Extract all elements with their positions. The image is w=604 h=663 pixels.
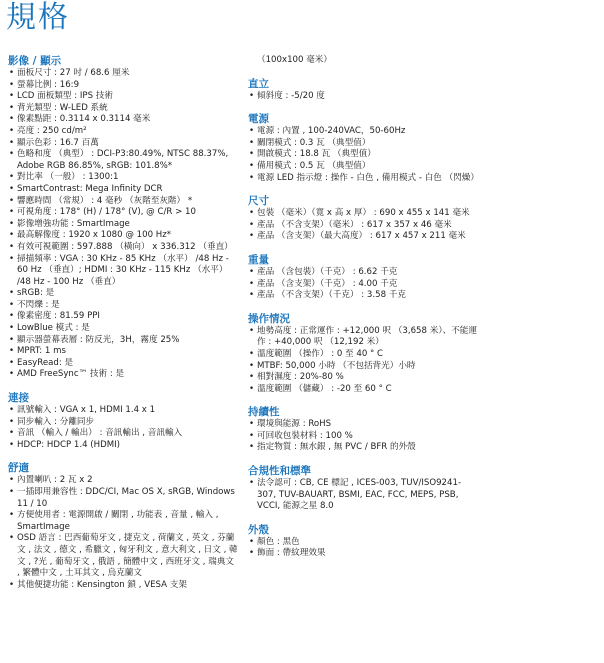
spec-item: • LowBlue 模式 : 是 <box>8 323 238 335</box>
left-spec-section-1 <box>8 392 238 451</box>
left-column <box>8 55 238 591</box>
spec-item: • 產品 （含包裝）（千克） : 6.62 千克 <box>248 267 478 279</box>
spec-item: • 一插即用兼容性 : DDC/CI, Mac OS X, sRGB, Windows 11 / 10 <box>8 487 238 510</box>
spec-item: • 背光類型 : W-LED 系統 <box>8 103 238 115</box>
spec-item: • 顯示器螢幕表層 : 防反光，3H，霧度 25% <box>8 335 238 347</box>
spec-list <box>248 91 478 103</box>
section-title: 電源 <box>248 113 269 126</box>
spec-item: • 產品 （不含支架）（毫米） : 617 x 357 x 46 毫米 <box>248 220 478 232</box>
spec-item: • 指定物質 : 無水銀 , 無 PVC / BFR 的外殼 <box>248 442 478 454</box>
spec-item: • 音訊 （輸入 / 輸出） : 音訊輸出 , 音訊輸入 <box>8 428 238 440</box>
spec-item: • 環境與能源 : RoHS <box>248 419 478 431</box>
spec-item: • 顯示色彩 : 16.7 百萬 <box>8 138 238 150</box>
right-spec-section-4 <box>248 254 478 302</box>
spec-item: • 有效可視範圍 : 597.888 （橫向） x 336.312 （垂直） <box>8 242 238 254</box>
spec-item: • 產品 （不含支架）（千克） : 3.58 千克 <box>248 290 478 302</box>
spec-item: • 面板尺寸 : 27 吋 / 68.6 厘米 <box>8 68 238 80</box>
right-column <box>248 55 478 560</box>
spec-item: （100x100 毫米） <box>257 55 332 65</box>
section-spacer <box>248 184 478 195</box>
right-spec-section-7 <box>248 465 478 513</box>
right-spec-section-5 <box>248 313 478 396</box>
spec-item: • 相對濕度 : 20%-80 % <box>248 372 478 384</box>
section-spacer <box>8 381 238 392</box>
section-title: 持續性 <box>248 406 280 419</box>
spec-item: • 同步輸入 : 分離同步 <box>8 417 238 429</box>
spec-list <box>8 405 238 451</box>
spec-item: • 像素點距 : 0.3114 x 0.3114 毫米 <box>8 114 238 126</box>
spec-item: • 包裝 （毫米）（寬 x 高 x 厚） : 690 x 455 x 141 毫米 <box>248 208 478 220</box>
spec-item: • 開啟模式 : 18.8 瓦 （典型值） <box>248 149 478 161</box>
spec-item: • sRGB: 是 <box>8 288 238 300</box>
spec-item: • AMD FreeSync™ 技術 : 是 <box>8 369 238 381</box>
right-spec-section-0 <box>248 55 478 67</box>
spec-list <box>248 419 478 454</box>
left-spec-section-2 <box>8 462 238 591</box>
section-title: 連接 <box>8 392 29 405</box>
section-spacer <box>248 513 478 524</box>
spec-item: • 影像增強功能 : SmartImage <box>8 219 238 231</box>
spec-item: • 訊號輸入 : VGA x 1, HDMI 1.4 x 1 <box>8 405 238 417</box>
spec-item: • 飾面 : 帶紋理效果 <box>248 548 478 560</box>
spec-item: • 電源 LED 指示燈 : 操作 - 白色 , 備用模式 - 白色 （閃燥） <box>248 173 478 185</box>
spec-item: • 不閃爍 : 是 <box>8 300 238 312</box>
spec-item: • 備用模式 : 0.5 瓦 （典型值） <box>248 161 478 173</box>
spec-item: • 法令認可 : CB, CE 標記 , ICES-003, TUV/ISO9241-307, TUV-BAUART, BSMI, EAC, FCC, MEPS, PSB, VCCI, 能源之星 8.0 <box>248 478 478 513</box>
spec-item: • OSD 語言 : 巴西葡萄牙文 , 捷克文 , 荷蘭文 , 英文 , 芬蘭文 , 法文 , 德文 , 希臘文 , 匈牙利文 , 意大利文 , 日文 , 韓文 , ?光 , 葡萄牙文 , 俄語 , 簡體中文 , 西班牙文 , 瑞典文 , 繁體中文 , 土耳其文 , 烏克蘭文 <box>8 533 238 579</box>
spec-list <box>248 537 478 560</box>
spec-item: • 溫度範圍 （操作） : 0 至 40 ° C <box>248 349 478 361</box>
spec-item: • 地勢高度 : 正常運作 : +12,000 呎 （3,658 米）、不能運作 : +40,000 呎 （12,192 米） <box>248 326 478 349</box>
spec-item: • 電源 : 內置 , 100-240VAC，50-60Hz <box>248 126 478 138</box>
section-spacer <box>248 243 478 254</box>
spec-item: • 對比率 （一般） : 1300:1 <box>8 172 238 184</box>
spec-item: • 色略和度 （典型） : DCI-P3:80.49%, NTSC 88.37%, Adobe RGB 86.85%, sRGB: 101.8%* <box>8 149 238 172</box>
spec-list <box>8 475 238 591</box>
left-spec-section-0 <box>8 55 238 381</box>
right-spec-section-8 <box>248 524 478 560</box>
spec-list <box>248 208 478 243</box>
spec-item: • 掃描頻率 : VGA : 30 KHz - 85 KHz （水平） /48 Hz - 60 Hz （垂直）; HDMI : 30 KHz - 115 KHz （水平） /48 Hz - 100 Hz （垂直） <box>8 254 238 289</box>
page-title: 規格 <box>6 0 70 35</box>
spec-list <box>248 267 478 302</box>
section-title: 舒適 <box>8 462 29 475</box>
spec-item: • 關閉模式 : 0.3 瓦 （典型值） <box>248 138 478 150</box>
right-spec-section-2 <box>248 113 478 184</box>
spec-item: • 溫度範圍 （儲藏） : -20 至 60 ° C <box>248 384 478 396</box>
section-spacer <box>248 102 478 113</box>
section-title: 直立 <box>248 77 269 90</box>
spec-item: • 響應時間 （常規） : 4 毫秒 （灰階至灰階） * <box>8 196 238 208</box>
spec-item: • MTBF: 50,000 小時 （不包括背光）小時 <box>248 361 478 373</box>
spec-item: • 可視角度 : 178° (H) / 178° (V), @ C/R > 10 <box>8 207 238 219</box>
section-title: 尺寸 <box>248 195 269 208</box>
spec-item: • MPRT: 1 ms <box>8 346 238 358</box>
spec-item: • SmartContrast: Mega Infinity DCR <box>8 184 238 196</box>
spec-list <box>248 126 478 184</box>
spec-item: • EasyRead: 是 <box>8 358 238 370</box>
spec-item: • 產品 （含支架）（千克） : 4.00 千克 <box>248 279 478 291</box>
section-title: 重量 <box>248 253 269 266</box>
spec-item: • LCD 面板類型 : IPS 技術 <box>8 91 238 103</box>
spec-list <box>248 478 478 513</box>
section-spacer <box>248 67 478 78</box>
section-spacer <box>8 451 238 462</box>
spec-list <box>248 55 478 67</box>
spec-item: • HDCP: HDCP 1.4 (HDMI) <box>8 440 238 452</box>
spec-list <box>8 68 238 381</box>
spec-item: • 內置喇叭 : 2 瓦 x 2 <box>8 475 238 487</box>
right-spec-section-1 <box>248 78 478 103</box>
right-spec-section-3 <box>248 195 478 243</box>
section-title: 合規性和標準 <box>248 465 311 478</box>
spec-item: • 顏色 : 黑色 <box>248 537 478 549</box>
spec-item: • 傾斜度 : -5/20 度 <box>248 91 478 103</box>
section-title: 操作情況 <box>248 312 290 325</box>
spec-item: • 最高解像度 : 1920 x 1080 @ 100 Hz* <box>8 230 238 242</box>
spec-item: • 其他便捷功能 : Kensington 鎖 , VESA 支架 <box>8 580 238 592</box>
spec-item: • 像素密度 : 81.59 PPI <box>8 311 238 323</box>
spec-item: • 螢幕比例 : 16:9 <box>8 80 238 92</box>
section-title: 外殼 <box>248 523 269 536</box>
section-spacer <box>248 395 478 406</box>
spec-item: • 亮度 : 250 cd/m² <box>8 126 238 138</box>
section-spacer <box>248 302 478 313</box>
section-title: 影像 / 顯示 <box>8 55 62 67</box>
spec-item: • 方便使用者 : 電源開啟 / 關閉 , 功能表 , 音量 , 輸入 , SmartImage <box>8 510 238 533</box>
section-spacer <box>248 454 478 465</box>
spec-item: • 可回收包裝材料 : 100 % <box>248 431 478 443</box>
spec-list <box>248 326 478 396</box>
right-spec-section-6 <box>248 406 478 454</box>
spec-item: • 產品 （含支架）（最大高度） : 617 x 457 x 211 毫米 <box>248 231 478 243</box>
